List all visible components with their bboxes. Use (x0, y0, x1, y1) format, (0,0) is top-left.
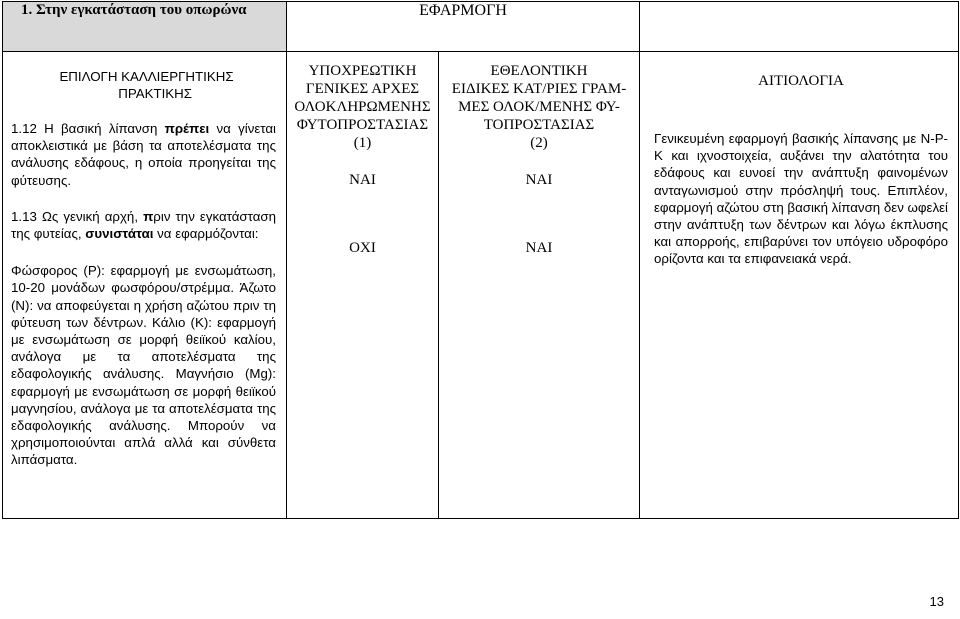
p1-suffix: να γίνεται αποκλειστικά με βάση τα αποτελέσματα της ανάλυσης εδάφους, η οποία προηγείται της φύτευσης. (11, 121, 276, 188)
mandatory-cell (287, 52, 439, 519)
p2-prefix: 1.13 Ως γενική αρχή, (11, 208, 144, 224)
p2-mid: ριν την εγκατάσταση της φυτείας, (11, 208, 276, 242)
p2-suffix: να εφαρμόζονται: (153, 226, 259, 242)
p1-bold: πρέπει (164, 121, 210, 136)
page-number: 13 (929, 594, 944, 609)
section-title-cell (3, 2, 287, 52)
mandatory-column-head (287, 62, 438, 152)
voluntary-head-line: ΜΕΣ ΟΛΟΚ/ΜΕΝΗΣ ΦΥ- (458, 99, 620, 115)
practice-column-head (11, 68, 276, 102)
voluntary-head-line: ΕΙΔΙΚΕΣ ΚΑΤ/ΡΙΕΣ ΓΡΑΜ- (451, 81, 627, 97)
fertilizer-details: Φώσφορος (P): εφαρμογή με ενσωμάτωση, 10-20 μονάδων φωσφόρου/στρέμμα. Άζωτο (N): να αποφεύγεται η χρήση αζώτου πριν τη φύτευση των δέντρων. Κάλιο (K): εφαρμογή με ενσωμάτωση σε μορφή θειϊκού καλίου, ανάλογα με τα αποτελέσματα της εδαφολογικής ανάλυσης. Μαγνήσιο (Mg): εφαρμογή με ενσωμάτωση σε μορφή θειϊκού μαγνησίου, ανάλογα με τα αποτελέσματα της εδαφολογικής ανάλυσης. Μπορούν να χρησιμοποιούνται απλά αλλά και σύνθετα λιπάσματα. (11, 263, 276, 468)
row1-mandatory-answer: ΝΑΙ (349, 172, 376, 188)
practice-cell (3, 52, 287, 519)
voluntary-head-line: ΕΘΕΛΟΝΤΙΚΗ (490, 63, 588, 79)
application-header: ΕΦΑΡΜΟΓΗ (419, 2, 507, 19)
p2-bold1: π (143, 208, 154, 224)
mandatory-head-line: ΦΥΤΟΠΡΟΣΤΑΣΙΑΣ (296, 117, 429, 133)
justification-cell (640, 52, 959, 519)
practice-1-13 (11, 208, 276, 242)
p2-bold2: συνιστάται (85, 226, 154, 242)
practice-table (2, 1, 959, 519)
mandatory-head-line: ΓΕΝΙΚΕΣ ΑΡΧΕΣ (305, 81, 420, 97)
p1-prefix: 1.12 Η βασική λίπανση (11, 121, 165, 136)
voluntary-column-head (439, 62, 639, 152)
mandatory-head-line: ΥΠΟΧΡΕΩΤΙΚΗ (308, 63, 417, 79)
section-title: 1. Στην εγκατάσταση του οπωρώνα (21, 2, 247, 18)
mandatory-head-line: (1) (353, 135, 372, 151)
justification-column-head: ΑΙΤΙΟΛΟΓΙΑ (758, 73, 844, 89)
practice-head-line2: ΠΡΑΚΤΙΚΗΣ (118, 86, 192, 101)
voluntary-cell (439, 52, 640, 519)
voluntary-head-line: (2) (530, 135, 548, 151)
row1-voluntary-answer: ΝΑΙ (525, 172, 553, 188)
practice-head-line1: ΕΠΙΛΟΓΗ ΚΑΛΛΙΕΡΓΗΤΙΚΗΣ (59, 69, 234, 84)
practice-1-12 (11, 120, 276, 189)
row2-mandatory-answer: ΟΧΙ (349, 240, 376, 256)
header-empty-cell (640, 2, 959, 52)
voluntary-head-line: ΤΟΠΡΟΣΤΑΣΙΑΣ (483, 117, 595, 133)
justification-text: Γενικευμένη εφαρμογή βασικής λίπανσης με N-P-K και ιχνοστοιχεία, αυξάνει την αλατότητα του εδάφους και ευνοεί την ανάπτυξη φαινομένων ανταγωνισμού στην πρόσληψή τους. Επιπλέον, εφαρμογή αζώτου στη βασική λίπανση δεν ωφελεί στην ανάπτυξη των δέντρων και λόγω έκπλυσης και απορροής, επιβαρύνει τον υπόγειο υδροφόρο ορίζοντα και τα επιφανειακά νερά. (654, 131, 949, 267)
application-header-cell (287, 2, 640, 52)
mandatory-head-line: ΟΛΟΚΛΗΡΩΜΕΝΗΣ (294, 99, 431, 115)
row2-voluntary-answer: ΝΑΙ (525, 240, 553, 256)
